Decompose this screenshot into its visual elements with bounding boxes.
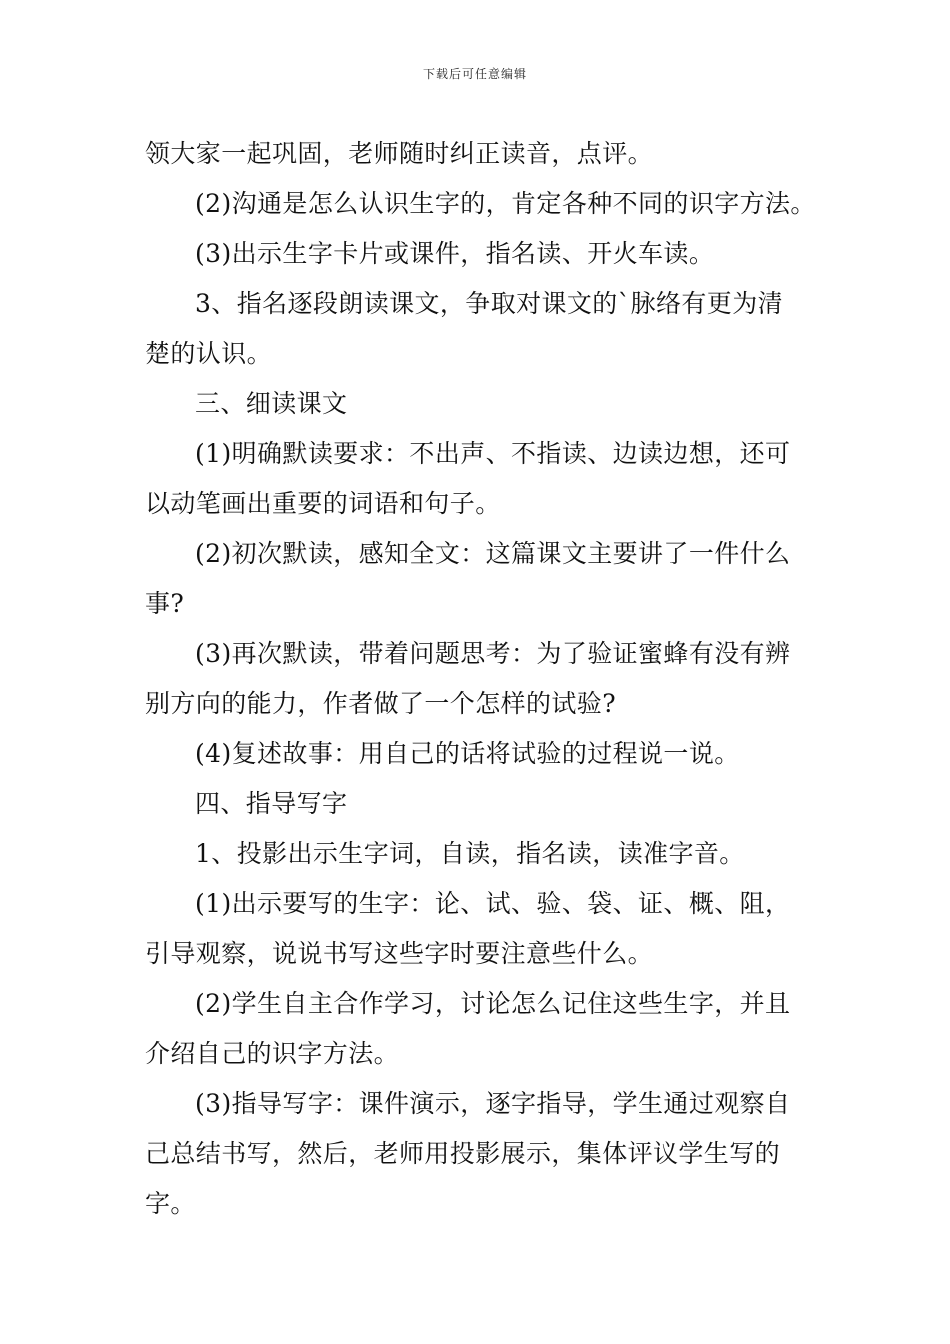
text-line: (3)出示生字卡片或课件，指名读、开火车读。: [195, 239, 715, 268]
paragraph: [145, 829, 815, 879]
text-line: (3)再次默读，带着问题思考：为了验证蜜蜂有没有辨: [195, 639, 791, 668]
text-line: (4)复述故事：用自己的话将试验的过程说一说。: [195, 739, 740, 768]
paragraph: [145, 229, 815, 279]
text-line: (1)明确默读要求：不出声、不指读、边读边想，还可: [195, 439, 791, 468]
paragraph: [145, 629, 815, 729]
text-line: 别方向的能力，作者做了一个怎样的试验?: [145, 689, 617, 718]
paragraph: [145, 1079, 815, 1229]
text-line: (3)指导写字：课件演示，逐字指导，学生通过观察自: [195, 1089, 791, 1118]
text-line: 字。: [145, 1189, 196, 1218]
text-line: 3、指名逐段朗读课文，争取对课文的`脉络有更为清: [195, 289, 784, 318]
text-line: (2)沟通是怎么认识生字的，肯定各种不同的识字方法。: [195, 189, 816, 218]
text-line: (2)学生自主合作学习，讨论怎么记住这些生字，并且: [195, 989, 791, 1018]
page-header: 下载后可任意编辑: [422, 67, 527, 81]
text-line: 引导观察，说说书写这些字时要注意些什么。: [145, 939, 654, 968]
text-line: 三、细读课文: [195, 389, 348, 418]
document-body: [145, 129, 815, 1229]
text-line: 己总结书写，然后，老师用投影展示，集体评议学生写的: [145, 1139, 781, 1168]
text-line: 领大家一起巩固，老师随时纠正读音，点评。: [145, 139, 654, 168]
text-line: (2)初次默读，感知全文：这篇课文主要讲了一件什么: [195, 539, 791, 568]
paragraph: [145, 279, 815, 379]
paragraph: [145, 879, 815, 979]
paragraph: [145, 429, 815, 529]
paragraph: [145, 779, 815, 829]
text-line: 1、投影出示生字词，自读，指名读，读准字音。: [195, 839, 745, 868]
text-line: 楚的认识。: [145, 339, 273, 368]
paragraph: [145, 729, 815, 779]
text-line: (1)出示要写的生字：论、试、验、袋、证、概、阻，: [195, 889, 791, 918]
paragraph: [145, 379, 815, 429]
text-line: 介绍自己的识字方法。: [145, 1039, 400, 1068]
text-line: 事?: [145, 589, 185, 618]
paragraph: [145, 979, 815, 1079]
paragraph: [145, 529, 815, 629]
paragraph: [145, 179, 815, 229]
text-line: 以动笔画出重要的词语和句子。: [145, 489, 501, 518]
text-line: 四、指导写字: [195, 789, 348, 818]
paragraph: [145, 129, 815, 179]
